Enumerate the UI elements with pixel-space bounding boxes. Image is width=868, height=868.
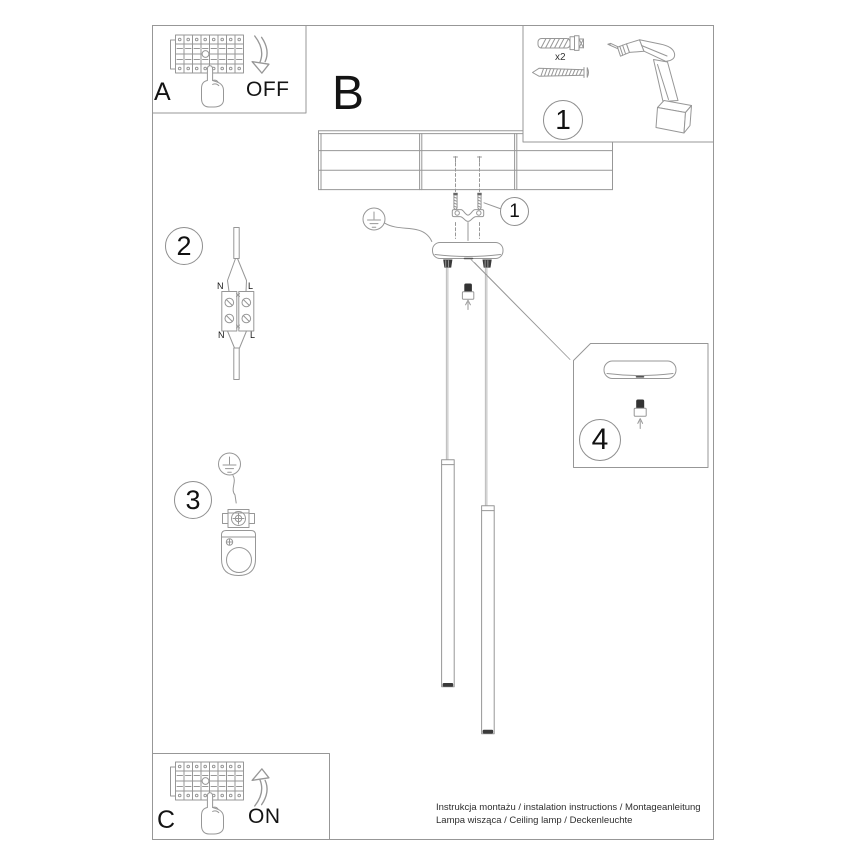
quick-connector	[462, 284, 473, 310]
pendant-tube	[482, 506, 495, 734]
step-b-label: B	[332, 67, 365, 120]
earthing-step	[219, 453, 256, 576]
detail-4-leaders	[471, 260, 570, 360]
wiring-diagram	[222, 228, 254, 380]
ground-leader	[385, 223, 432, 241]
ground-icon	[363, 208, 385, 230]
pendant-tube	[442, 460, 455, 687]
callout-3: 3	[174, 481, 212, 519]
step-c-box	[153, 754, 330, 840]
footer-text	[436, 801, 701, 827]
cable-top	[234, 228, 239, 259]
wire-l-top-label: L	[248, 281, 254, 291]
ground-icon	[219, 453, 241, 475]
wire-l-bottom-label: L	[250, 330, 256, 340]
callout-1-main: 1	[543, 100, 583, 140]
footer-line-1: Instrukcja montażu / instalation instructions / Montageanleitung	[436, 802, 701, 813]
terminal-block	[222, 292, 237, 332]
callout-4: 4	[579, 419, 621, 461]
callout-1-leader	[484, 203, 500, 209]
footer-line-2: Lampa wisząca / Ceiling lamp / Deckenleuchte	[436, 815, 633, 826]
step-a-label: A	[154, 78, 171, 106]
off-label: OFF	[246, 78, 290, 101]
callout-1-small: 1	[500, 197, 529, 226]
callout-2: 2	[165, 227, 203, 265]
wire-n-bottom-label: N	[218, 330, 225, 340]
anchor-qty-label: x2	[555, 52, 566, 63]
cord-grip	[443, 260, 452, 268]
mounting-screw-icon	[453, 193, 481, 210]
mounting-bracket	[452, 210, 483, 241]
breaker-panel-icon	[171, 35, 244, 73]
terminal-block	[239, 292, 254, 332]
wire-n-top-label: N	[217, 281, 224, 291]
breaker-panel-icon	[171, 762, 244, 800]
ceiling-canopy	[433, 243, 504, 268]
cable-bottom	[234, 348, 239, 380]
on-label: ON	[248, 805, 281, 828]
step-c-label: C	[157, 806, 176, 834]
cord-grip	[483, 260, 492, 268]
